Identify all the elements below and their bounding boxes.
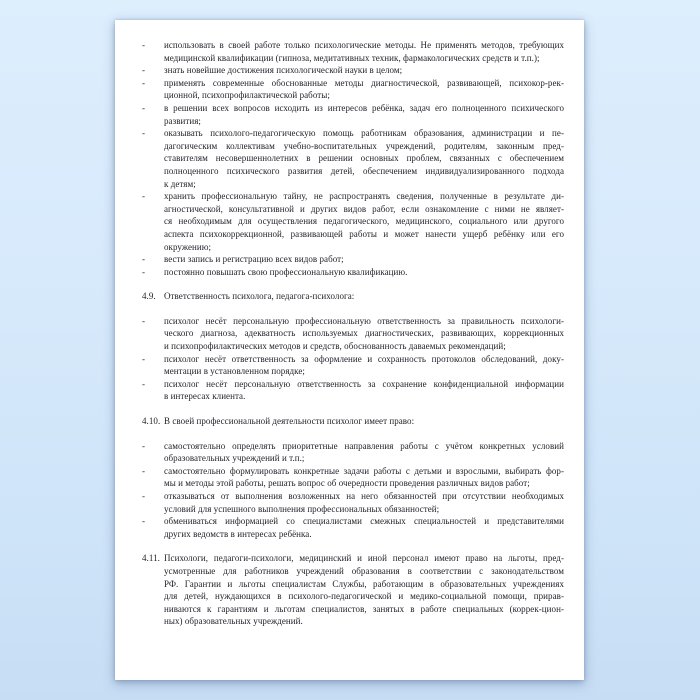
bullet-marker: - — [142, 353, 146, 364]
text-line: развития; — [164, 115, 201, 126]
list-item — [142, 64, 564, 77]
text-line: обмениваться информацией со специалистами смежных специальностей и представителями — [164, 516, 564, 527]
text-line: образовательных учреждений и т.п.; — [164, 453, 305, 464]
numbered-item — [142, 290, 564, 303]
bullet-marker: - — [142, 40, 146, 50]
item-text — [164, 102, 564, 127]
item-text — [164, 39, 564, 64]
bullet-marker: - — [142, 440, 146, 451]
document-content — [142, 39, 564, 628]
list-item — [142, 77, 564, 102]
text-line: в интересах клиента. — [164, 391, 246, 402]
bullet-marker: - — [142, 65, 146, 76]
text-line: психолог несёт персональную ответственность за сохранение конфиденциальной информации — [164, 378, 564, 389]
list-item — [142, 515, 564, 540]
list-item — [142, 378, 564, 403]
list-item — [142, 190, 564, 253]
item-text — [164, 127, 564, 190]
list-item — [142, 266, 564, 279]
item-text — [164, 64, 564, 77]
list-item — [142, 353, 564, 378]
item-text — [164, 253, 564, 266]
text-line: психолог несёт персональную профессиональную ответственность за правильность психологи- — [164, 315, 564, 326]
item-text — [164, 190, 564, 253]
text-line: РФ. Гарантии и льготы специалистам Службы, работающим в образовательных учреждениях — [164, 578, 564, 589]
list-item — [142, 440, 564, 465]
text-line: агностической, консультативной и других видов работ, если ознакомление с ними не являет- — [164, 203, 564, 214]
text-line: ставителям несовершеннолетних в решении основных проблем, связанных с обеспечением — [164, 153, 564, 164]
item-text — [164, 77, 564, 102]
text-line: ниваются к гарантиям и льготам специалистов, занятых в работе специальных (коррек-цион- — [164, 603, 564, 614]
text-line: для детей, нуждающихся в психолого-педагогической и медико-социальной помощи, прирав- — [164, 591, 564, 602]
numbered-item — [142, 552, 564, 628]
bullet-marker: - — [142, 491, 146, 501]
item-text — [164, 515, 564, 540]
text-line: знать новейшие достижения психологической науки в целом; — [164, 65, 403, 76]
bullet-marker: - — [142, 102, 146, 113]
item-text — [164, 465, 564, 490]
bullet-list — [142, 315, 564, 403]
item-text — [164, 315, 564, 353]
item-text — [164, 378, 564, 403]
item-text — [164, 266, 564, 279]
list-item — [142, 39, 564, 64]
item-text — [164, 290, 564, 303]
list-item — [142, 102, 564, 127]
bullet-marker: - — [142, 128, 146, 139]
text-line: использовать в своей работе только психологические методы. Не применять методов, требующих — [164, 40, 564, 50]
item-text — [164, 415, 564, 428]
numbered-item — [142, 415, 564, 428]
text-line: хранить профессиональную тайну, не распространять сведения, полученные в результате ди- — [164, 191, 564, 202]
section-number: 4.10. — [142, 416, 161, 427]
text-line: В своей профессиональной деятельности психолог имеет право: — [164, 416, 415, 427]
item-text — [164, 353, 564, 378]
text-line: Ответственность психолога, педагога-психолога: — [164, 291, 355, 302]
text-line: Психологи, педагоги-психологи, медицинский и иной персонал имеют право на льготы, пред- — [164, 553, 564, 564]
text-line: ся необходимым для осуществления педагогического, медицинского, социального или другого — [164, 216, 564, 227]
item-text — [164, 552, 564, 628]
bullet-list — [142, 39, 564, 278]
bullet-marker: - — [142, 315, 146, 326]
list-item — [142, 315, 564, 353]
list-item — [142, 253, 564, 266]
text-line: и психопрофилактических методов и средств, обоснованность даваемых рекомендаций; — [164, 341, 506, 352]
text-line: оказывать психолого-педагогическую помощь работникам образования, администрации и пе- — [164, 128, 564, 139]
text-line: самостоятельно определять приоритетные направления работы с учётом конкретных условий — [164, 440, 564, 451]
bullet-marker: - — [142, 77, 146, 88]
text-line: к детям; — [164, 178, 196, 189]
bullet-marker: - — [142, 516, 146, 527]
text-line: ческого диагноза, адекватность используемых диагностических, развивающих, коррекционных — [164, 328, 564, 339]
text-line: полноценного психического развития детей, обеспечением индивидуализированного подхода — [164, 165, 564, 176]
bullet-marker: - — [142, 465, 146, 476]
bullet-list — [142, 440, 564, 541]
text-line: применять современные обоснованные методы диагностической, развивающей, психокор-рек- — [164, 77, 564, 88]
numbered-paragraph — [142, 552, 564, 628]
text-line: дагогическим коллективам учебно-воспитательных учреждений, родителям, законным пред- — [164, 140, 564, 151]
list-item — [142, 465, 564, 490]
text-line: ментации в установленном порядке; — [164, 366, 305, 377]
text-line: ных) образовательных учреждений. — [164, 616, 303, 627]
item-text — [164, 490, 564, 515]
section-heading — [142, 415, 564, 428]
bullet-marker: - — [142, 266, 146, 277]
text-line: ционной, психопрофилактической работы; — [164, 90, 330, 101]
item-text — [164, 440, 564, 465]
section-number: 4.11. — [142, 553, 160, 564]
text-line: усмотренные для работников учреждений образования в соответствии с законодательством — [164, 565, 564, 576]
bullet-marker: - — [142, 191, 146, 202]
text-line: других ведомств в интересах ребёнка. — [164, 528, 312, 539]
text-line: окружению; — [164, 241, 212, 252]
text-line: психолог несёт ответственность за оформление и сохранность протоколов обследований, доку- — [164, 353, 564, 364]
bullet-marker: - — [142, 254, 146, 265]
text-line: условий для успешного выполнения профессиональных обязанностей; — [164, 503, 440, 514]
text-line: самостоятельно формулировать конкретные задачи работы с детьми и взрослыми, выбирать фор- — [164, 465, 564, 476]
list-item — [142, 490, 564, 515]
text-line: мы и методы этой работы, решать вопрос об очередности проведения различных видов работ; — [164, 478, 530, 489]
document-page — [115, 20, 584, 680]
bullet-marker: - — [142, 378, 146, 389]
section-heading — [142, 290, 564, 303]
text-line: вести запись и регистрацию всех видов работ; — [164, 254, 344, 265]
text-line: аспекта психокоррекционной, развивающей работы и может нанести ущерб ребёнку или его — [164, 228, 564, 239]
text-line: постоянно повышать свою профессиональную квалификацию. — [164, 266, 408, 277]
text-line: в решении всех вопросов исходить из интересов ребёнка, задач его полноценного психического — [164, 102, 564, 113]
section-number: 4.9. — [142, 291, 156, 302]
text-line: отказываться от выполнения возложенных на него обязанностей при отсутствии необходимых — [164, 491, 564, 501]
list-item — [142, 127, 564, 190]
text-line: медицинской квалификации (гипноза, медитативных техник, фармакологических средств и т.п.); — [164, 52, 540, 63]
